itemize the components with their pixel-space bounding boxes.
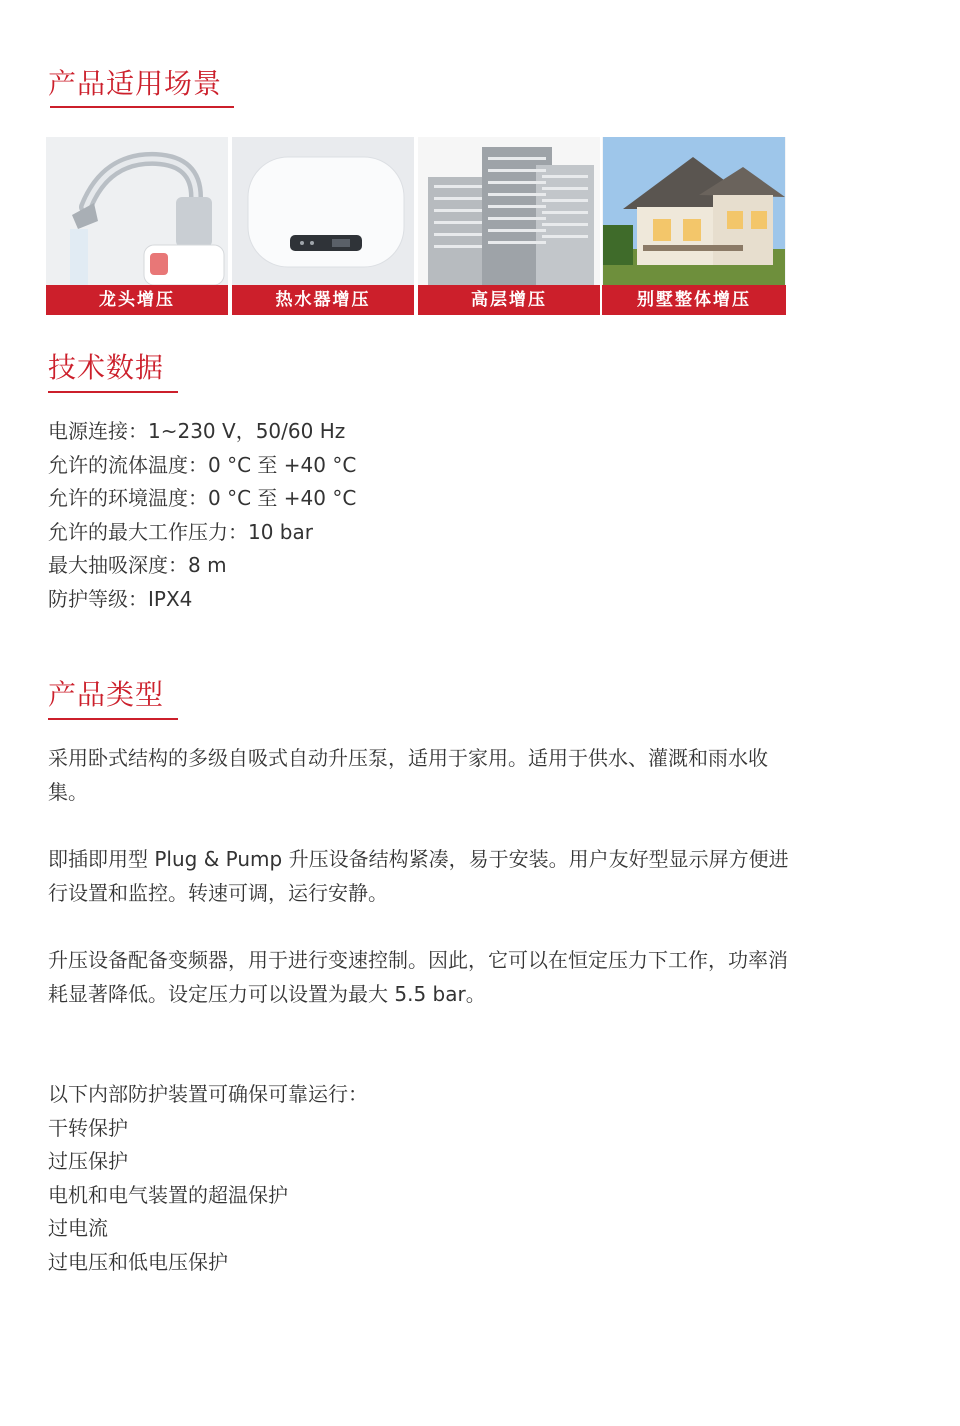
scenarios-title: 产品适用场景: [48, 67, 223, 100]
scenario-label: 龙头增压: [46, 285, 228, 315]
type-paragraph: 即插即用型 Plug & Pump 升压设备结构紧凑，易于安装。用户友好型显示屏方便进行设置和监控。转速可调，运行安静。: [48, 847, 789, 905]
scenario-water-heater: [232, 137, 414, 315]
tech-specs: [48, 415, 808, 617]
protection-intro: 以下内部防护装置可确保可靠运行：: [48, 1082, 368, 1106]
villa-image: [602, 137, 786, 285]
scenario-faucet: [46, 137, 228, 315]
protection-item: 干转保护: [48, 1115, 128, 1140]
protection-item: 过压保护: [48, 1149, 128, 1174]
scenario-label: 别墅整体增压: [602, 285, 786, 315]
type-paragraph: 采用卧式结构的多级自吸式自动升压泵，适用于家用。适用于供水、灌溉和雨水收集。: [48, 746, 768, 804]
scenario-high-rise: [418, 137, 600, 315]
protection-list: [48, 1078, 808, 1280]
water-heater-image: [232, 137, 414, 285]
scenario-label: 高层增压: [418, 285, 600, 315]
high-rise-image: [418, 137, 600, 285]
faucet-image: [46, 137, 228, 285]
tech-spec-line: 允许的流体温度：0 °C 至 +40 °C: [48, 452, 357, 477]
scenario-gallery: [46, 137, 786, 315]
protection-item: 过电流: [48, 1216, 108, 1241]
tech-spec-line: 电源连接：1~230 V，50/60 Hz: [48, 419, 346, 443]
type-title-underline: [48, 718, 178, 720]
tech-title: 技术数据: [48, 351, 165, 384]
scenarios-title-underline: [50, 106, 234, 108]
tech-title-underline: [48, 391, 178, 393]
tech-spec-line: 允许的环境温度：0 °C 至 +40 °C: [48, 486, 357, 511]
type-title: 产品类型: [48, 678, 165, 711]
scenario-label: 热水器增压: [232, 285, 414, 315]
protection-item: 电机和电气装置的超温保护: [48, 1182, 288, 1207]
scenario-villa: [602, 137, 786, 315]
type-paragraph: 升压设备配备变频器，用于进行变速控制。因此，它可以在恒定压力下工作，功率消耗显著降低。设定压力可以设置为最大 5.5 bar。: [48, 948, 788, 1006]
tech-spec-line: 防护等级：IPX4: [48, 586, 193, 611]
protection-item: 过电压和低电压保护: [48, 1249, 228, 1274]
tech-spec-line: 允许的最大工作压力：10 bar: [48, 519, 313, 544]
tech-spec-line: 最大抽吸深度：8 m: [48, 553, 227, 578]
